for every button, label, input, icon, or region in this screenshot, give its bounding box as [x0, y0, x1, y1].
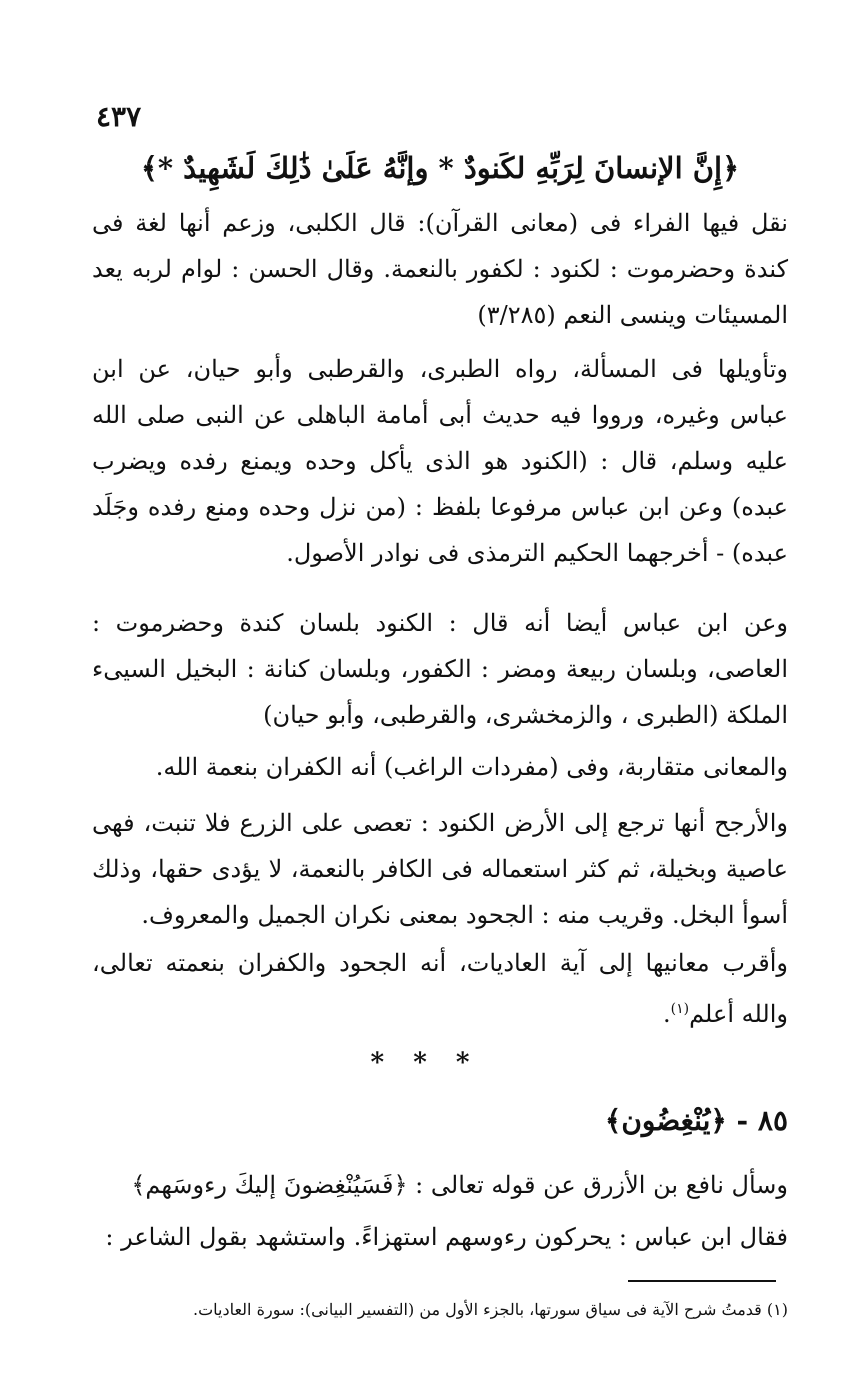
quran-verse: ﴿إِنَّ الإنسانَ لِرَبِّهِ لكَنودٌ * وإنَّهُ عَلَىٰ ذَٰلِكَ لَشَهِيدٌ *﴾	[140, 151, 740, 185]
paragraph-4: والمعانى متقاربة، وفى (مفردات الراغب) أنه الكفران بنعمة الله.	[155, 753, 788, 781]
entry-paragraph-2: فقال ابن عباس : يحركون رءوسهم استهزاءً. واستشهد بقول الشاعر :	[105, 1223, 788, 1251]
footnote: (١) قدمتُ شرح الآية فى سياق سورتها، بالجزء الأول من (التفسير البيانى): سورة العاديات.	[192, 1300, 788, 1319]
paragraph-2: وتأويلها فى المسألة، رواه الطبرى، والقرطبى وأبو حيان، عن ابن عباس وغيره، ورووا فيه حديث أبى أمامة الباهلى عن النبى صلى الله عليه وسلم، قال : (الكنود هو الذى يأكل وحده ويمنع رفده ويضرب عبده) وعن ابن عباس مرفوعا بلفظ : (من نزل وحده ومنع رفده وجَلَد عبده) - أخرجهما الحكيم الترمذى فى نوادر الأصول.	[92, 355, 788, 567]
paragraph-6: وأقرب معانيها إلى آية العاديات، أنه الجحود والكفران بنعمته تعالى، والله أعلم$^{(١)}$.	[92, 949, 788, 1028]
paragraph-1: نقل فيها الفراء فى (معانى القرآن): قال الكلبى، وزعم أنها لغة فى كندة وحضرموت : لكنود : لكفور بالنعمة. وقال الحسن : لوام لربه يعد المسيئات وينسى النعم (٣/٢٨٥)	[92, 209, 788, 329]
entry-heading: ٨٥ - ﴿يُنْغِضُون﴾	[604, 1104, 788, 1137]
footnote-reference[interactable]: (١)	[670, 1001, 690, 1017]
paragraph-5: والأرجح أنها ترجع إلى الأرض الكنود : تعصى على الزرع فلا تنبت، فهى عاصية وبخيلة، ثم كثر استعماله فى الكافر بالنعمة، لا يؤدى حقها، وذلك أسوأ البخل. وقريب منه : الجحود بمعنى نكران الجميل والمعروف.	[92, 809, 788, 929]
entry-paragraph-1: وسأل نافع بن الأزرق عن قوله تعالى : ﴿فَسَيُنْغِضونَ إليكَ رءوسَهم﴾	[131, 1171, 788, 1199]
footnote-divider	[628, 1280, 776, 1282]
paragraph-3: وعن ابن عباس أيضا أنه قال : الكنود بلسان كندة وحضرموت : العاصى، وبلسان ربيعة ومضر : الكفور، وبلسان كنانة : البخيل السيىء الملكة (الطبرى ، والزمخشرى، والقرطبى، وأبو حيان)	[92, 609, 788, 729]
paragraph-6-text: وأقرب معانيها إلى آية العاديات، أنه الجحود والكفران بنعمته تعالى، والله أعلم	[92, 949, 788, 1028]
page-number: ٤٣٧	[96, 100, 142, 133]
section-separator: * * *	[370, 1048, 480, 1078]
